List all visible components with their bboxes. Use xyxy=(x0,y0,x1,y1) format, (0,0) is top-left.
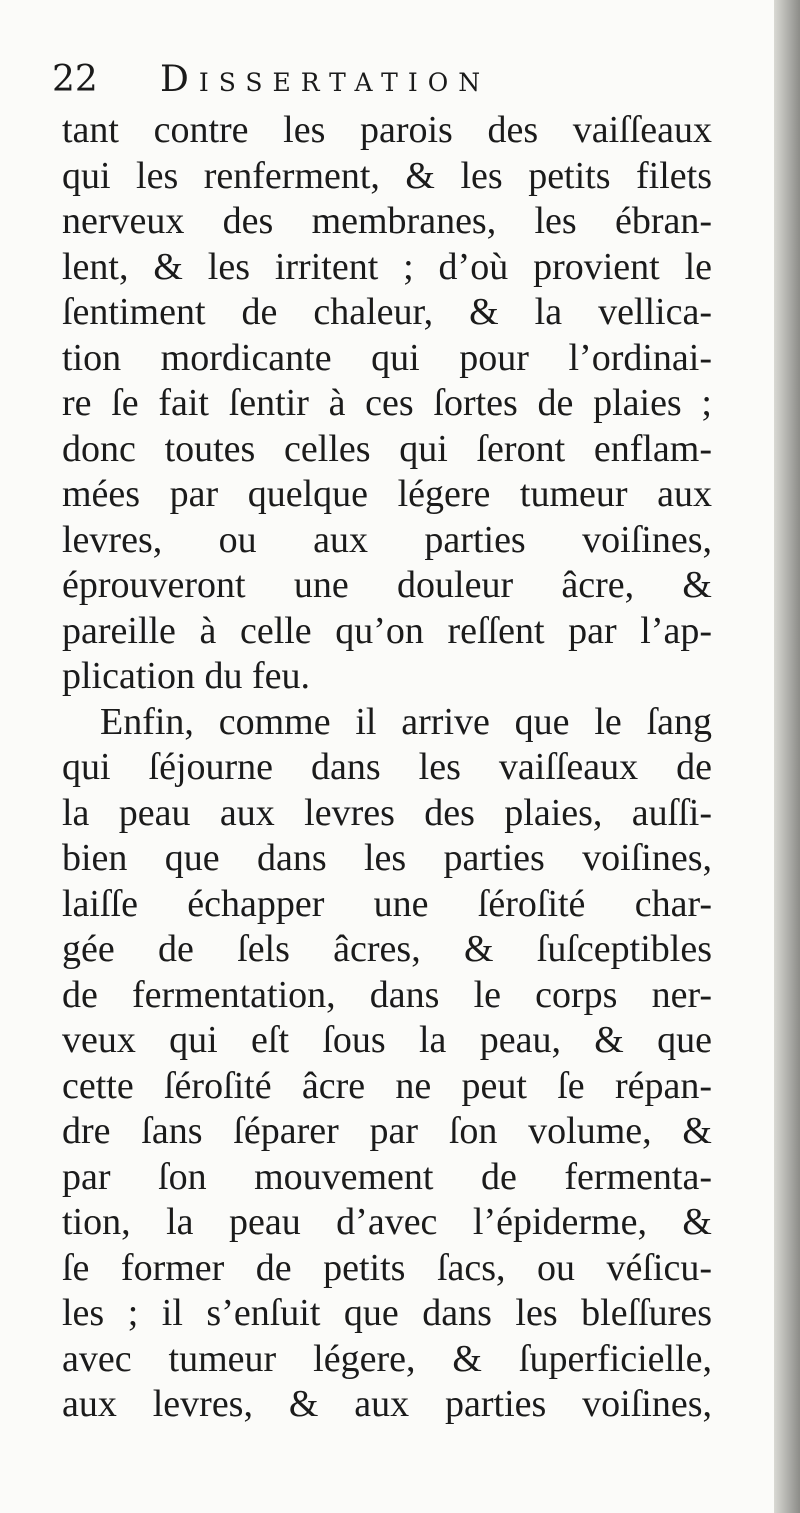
page-number: 22 xyxy=(52,59,98,100)
text-line: qui ſéjourne dans les vaiſſeaux de xyxy=(62,746,712,788)
text-line: mées par quelque légere tumeur aux xyxy=(62,473,712,515)
text-line: veux qui eſt ſous la peau, & que xyxy=(62,1019,712,1061)
text-line: tion mordicante qui pour l’ordinai- xyxy=(62,336,712,379)
text-line: qui les renferment, & les petits filets xyxy=(62,154,712,197)
text-line: plication du feu. xyxy=(62,655,310,697)
text-line: lent, & les irritent ; d’où provient le xyxy=(62,245,712,288)
page-edge-shadow xyxy=(774,0,800,1513)
text-line: éprouveront une douleur âcre, & xyxy=(62,564,712,606)
text-line: tant contre les parois des vaiſſeaux xyxy=(62,109,712,151)
text-line: gée de ſels âcres, & ſuſceptibles xyxy=(62,928,712,970)
text-line: de fermentation, dans le corps ner- xyxy=(62,973,712,1016)
text-line: nerveux des membranes, les ébran- xyxy=(62,200,712,242)
running-title: Dissertation xyxy=(160,59,491,100)
text-line: Enfin, comme il arrive que le ſang xyxy=(100,700,712,743)
page-header xyxy=(52,58,732,108)
paragraph-1 xyxy=(62,108,712,700)
text-line: donc toutes celles qui ſeront enflam- xyxy=(62,427,712,470)
text-line: bien que dans les parties voiſines, xyxy=(62,837,712,879)
text-line: cette ſéroſité âcre ne peut ſe répan- xyxy=(62,1064,712,1107)
text-line: les ; il s’enſuit que dans les bleſſures xyxy=(62,1292,712,1334)
text-line: levres, ou aux parties voiſines, xyxy=(62,518,712,561)
text-line: laiſſe échapper une ſéroſité char- xyxy=(62,882,712,925)
text-line: avec tumeur légere, & ſuperficielle, xyxy=(62,1337,712,1380)
text-line: dre ſans ſéparer par ſon volume, & xyxy=(62,1110,712,1152)
text-line: ſe former de petits ſacs, ou véſicu- xyxy=(62,1246,712,1289)
paragraph-2 xyxy=(62,700,712,1428)
text-line: la peau aux levres des plaies, auſſi- xyxy=(62,791,712,834)
text-line: tion, la peau d’avec l’épiderme, & xyxy=(62,1201,712,1243)
text-line: par ſon mouvement de fermenta- xyxy=(62,1155,712,1198)
text-line: aux levres, & aux parties voiſines, xyxy=(62,1383,712,1425)
text-line: pareille à celle qu’on reſſent par l’ap- xyxy=(62,609,712,652)
text-line: ſentiment de chaleur, & la vellica- xyxy=(62,291,712,333)
body-text xyxy=(62,108,712,1428)
text-line: re ſe fait ſentir à ces ſortes de plaies ; xyxy=(62,382,712,424)
